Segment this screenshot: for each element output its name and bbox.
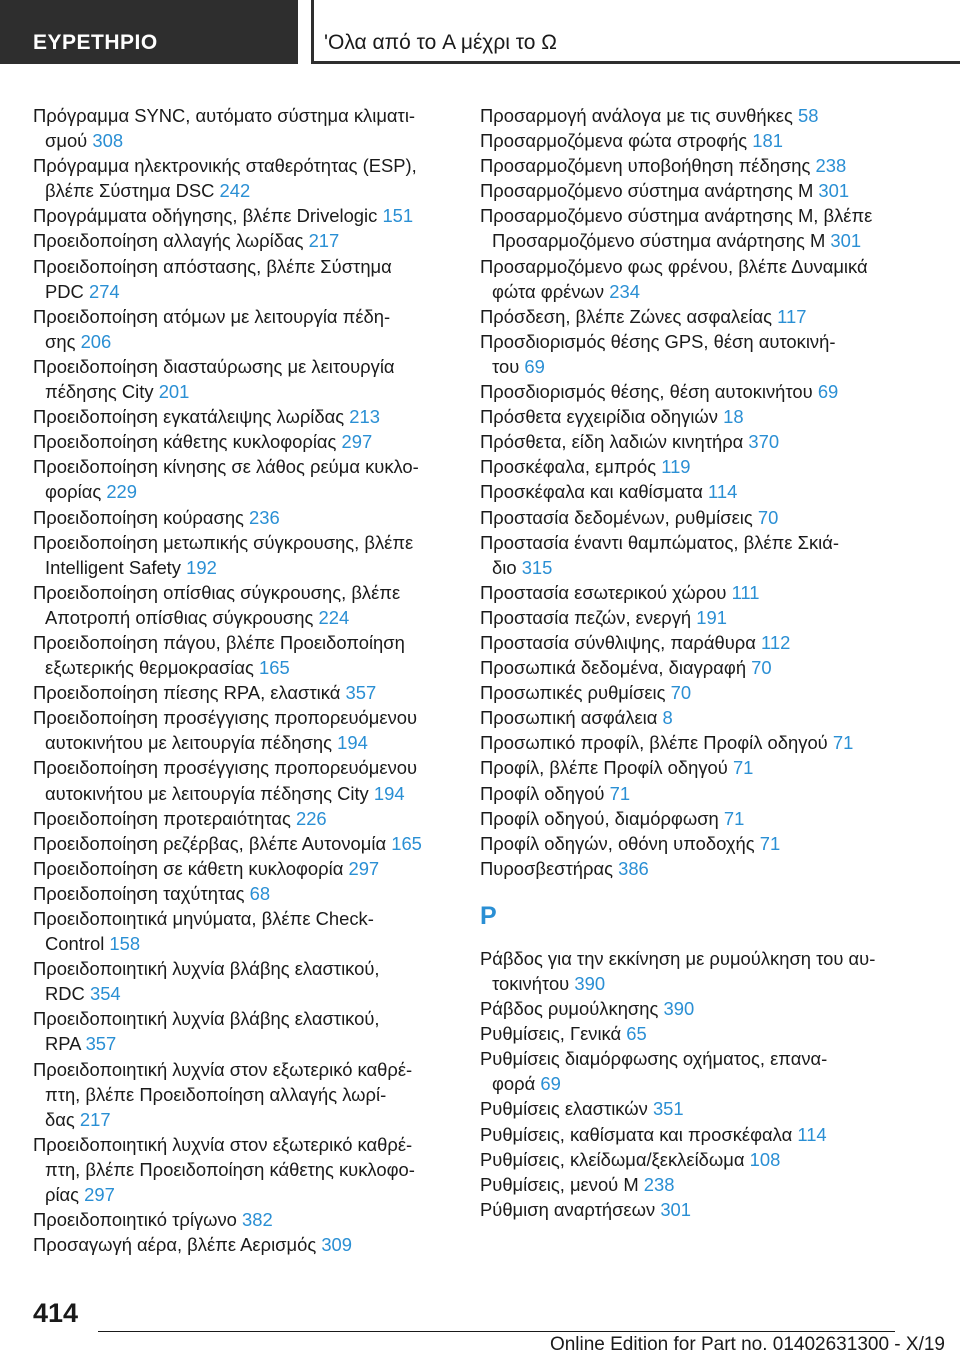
- page-reference-link[interactable]: 354: [89, 983, 121, 1005]
- index-entry-text: Προσαρμοζόμενη υποβοήθηση πέδησης: [480, 155, 811, 177]
- page-reference-link[interactable]: 309: [321, 1234, 352, 1256]
- index-entry: [480, 1147, 910, 1172]
- index-entry: [33, 806, 453, 831]
- page-reference-link[interactable]: 390: [663, 998, 695, 1020]
- index-entry: [480, 1021, 910, 1046]
- index-entry: [480, 705, 910, 730]
- page-reference-link[interactable]: 191: [696, 606, 727, 628]
- index-entry-text: Προσκέφαλα, εμπρός: [480, 456, 657, 478]
- page-reference-link[interactable]: 351: [652, 1098, 684, 1120]
- index-entry: [480, 856, 910, 881]
- index-entry-text: Προσαρμογή ανάλογα με τις συνθήκες: [480, 105, 793, 126]
- index-entry: [480, 580, 910, 605]
- page-reference-link[interactable]: 108: [749, 1148, 781, 1170]
- page-reference-link[interactable]: 201: [158, 381, 190, 403]
- index-entry-text: Προσαρμοζόμενο σύστημα ανάρτησης M, βλέπε Προσαρμοζόμενο σύστημα ανάρτησης M: [480, 205, 873, 252]
- index-entry-text: Πρόγραμμα SYNC, αυτόματο σύστημα κλιματι- σμού: [33, 105, 416, 152]
- index-entry-text: Προστασία πεζών, ενεργή: [480, 606, 692, 628]
- index-entry: [480, 530, 910, 580]
- page-reference-link[interactable]: 165: [259, 657, 290, 679]
- page-reference-link[interactable]: 70: [670, 682, 692, 704]
- index-entry-text: Προφίλ οδηγών, οθόνη υποδοχής: [480, 832, 755, 854]
- index-entry-text: Ρυθμίσεις, Γενικά: [480, 1023, 622, 1045]
- index-entry: [480, 996, 910, 1021]
- index-entry-text: Προειδοποίηση κάθετης κυκλοφορίας: [33, 431, 337, 453]
- index-entry-text: Προειδοποίηση απόστασης, βλέπε Σύστημα PDC: [33, 255, 392, 302]
- page-reference-link[interactable]: 71: [832, 732, 854, 754]
- index-entry-text: Ρυθμίσεις, κλείδωμα/ξεκλείδωμα: [480, 1148, 745, 1170]
- index-column-left: [33, 103, 453, 1257]
- index-entry-text: Προειδοποίηση προσέγγισης προπορευόμενου αυτοκινήτου με λειτουργία πέδησης City: [33, 757, 418, 804]
- index-entry-text: Προειδοποίηση κίνησης σε λάθος ρεύμα κυκλο- φορίας: [33, 456, 419, 503]
- page-reference-link[interactable]: 238: [815, 155, 847, 177]
- index-entry-text: Προσωπικό προφίλ, βλέπε Προφίλ οδηγού: [480, 732, 828, 754]
- page-reference-link[interactable]: 69: [540, 1073, 561, 1095]
- index-entry-text: Προειδοποίηση κούρασης: [33, 506, 244, 528]
- index-entry-text: Προειδοποίηση διασταύρωσης με λειτουργία πέδησης City: [33, 355, 395, 403]
- index-entry-text: Προειδοποιητικά μηνύματα, βλέπε Check- Control: [33, 908, 374, 955]
- page-reference-link[interactable]: 390: [574, 973, 606, 994]
- index-entry: [480, 404, 910, 429]
- index-entry: [33, 705, 453, 755]
- footer-divider: [98, 1331, 895, 1332]
- page-reference-link[interactable]: 114: [797, 1123, 827, 1145]
- page-reference-link[interactable]: 213: [349, 406, 380, 428]
- page-reference-link[interactable]: 68: [249, 882, 271, 904]
- index-entry: [480, 254, 910, 304]
- index-entry-text: Προειδοποίηση ταχύτητας: [33, 882, 245, 904]
- index-column-right: [480, 103, 910, 1222]
- index-entry: [480, 680, 910, 705]
- index-entry: [480, 831, 910, 856]
- page-reference-link[interactable]: 370: [748, 431, 780, 453]
- index-entry-text: Προειδοποιητικό τρίγωνο: [33, 1209, 237, 1231]
- index-entry: [33, 304, 453, 354]
- index-entry-text: Προσωπική ασφάλεια: [480, 707, 658, 729]
- page-reference-link[interactable]: 70: [751, 657, 772, 679]
- index-entry-text: Προσδιορισμός θέσης GPS, θέση αυτοκινή- του: [480, 330, 836, 377]
- page-reference-link[interactable]: 69: [524, 355, 545, 377]
- page-reference-link[interactable]: 238: [643, 1173, 675, 1195]
- index-entry: [480, 1046, 910, 1096]
- page-reference-link[interactable]: 114: [708, 481, 738, 503]
- index-entry: [480, 429, 910, 454]
- page-reference-link[interactable]: 65: [626, 1023, 647, 1045]
- index-entry: [33, 203, 453, 228]
- index-entry: [480, 304, 910, 329]
- page-reference-link[interactable]: 71: [732, 757, 754, 779]
- page-reference-link[interactable]: 70: [757, 506, 779, 528]
- page-reference-link[interactable]: 297: [348, 857, 380, 879]
- page-reference-link[interactable]: 8: [662, 707, 673, 729]
- page-reference-link[interactable]: 297: [341, 431, 373, 453]
- index-entry: [480, 329, 910, 379]
- index-entry-text: Προειδοποίηση προτεραιότητας: [33, 807, 291, 829]
- page-reference-link[interactable]: 165: [391, 832, 422, 854]
- index-entry-text: Ρυθμίσεις, μενού M: [480, 1173, 639, 1195]
- index-entry: [33, 1132, 453, 1207]
- index-entry: [480, 1172, 910, 1197]
- index-entry: [33, 1057, 453, 1132]
- index-entry-text: Προειδοποίηση προσέγγισης προπορευόμενου αυτοκινήτου με λειτουργία πέδησης: [33, 707, 418, 754]
- page-reference-link[interactable]: 357: [85, 1033, 117, 1055]
- index-entry: [33, 630, 453, 680]
- index-entry: [33, 956, 453, 1006]
- page-reference-link[interactable]: 58: [797, 105, 819, 126]
- index-entry: [480, 755, 910, 780]
- index-entry-text: Προειδοποίηση εγκατάλειψης λωρίδας: [33, 406, 345, 428]
- page-reference-link[interactable]: 111: [731, 581, 760, 603]
- index-entry-text: Προστασία δεδομένων, ρυθμίσεις: [480, 506, 753, 528]
- index-entry: [480, 1122, 910, 1147]
- index-entry-text: Προσωπικές ρυθμίσεις: [480, 682, 666, 704]
- index-entry: [33, 429, 453, 454]
- page-reference-link[interactable]: 69: [817, 381, 839, 403]
- index-entry-text: Προφίλ οδηγού, διαμόρφωση: [480, 807, 719, 829]
- index-entry: [33, 354, 453, 404]
- index-entry: [480, 630, 910, 655]
- page-reference-link[interactable]: 382: [242, 1209, 273, 1231]
- index-entry: [480, 605, 910, 630]
- index-entry: [480, 806, 910, 831]
- page-reference-link[interactable]: 224: [318, 606, 350, 628]
- index-entry-text: Πρόσδεση, βλέπε Ζώνες ασφαλείας: [480, 305, 772, 327]
- index-entry: [33, 454, 453, 504]
- index-entry-text: Προειδοποίηση ατόμων με λειτουργία πέδη- σης: [33, 305, 391, 352]
- index-entry: [480, 103, 910, 128]
- index-entry-text: Προσωπικά δεδομένα, διαγραφή: [480, 657, 747, 679]
- index-entry: [33, 1006, 453, 1056]
- page-reference-link[interactable]: 301: [818, 180, 850, 202]
- index-entry: [480, 153, 910, 178]
- index-entry: [33, 228, 453, 253]
- index-entry-text: Προστασία σύνθλιψης, παράθυρα: [480, 631, 756, 653]
- index-entry-text: Ρυθμίσεις ελαστικών: [480, 1098, 648, 1120]
- index-entry-text: Προειδοποίηση ρεζέρβας, βλέπε Αυτονομία: [33, 832, 387, 854]
- index-entry-text: Προφίλ, βλέπε Προφίλ οδηγού: [480, 757, 728, 779]
- index-entry: [480, 1197, 910, 1222]
- page-reference-link[interactable]: 71: [759, 832, 781, 854]
- page-reference-link[interactable]: 234: [609, 280, 640, 302]
- page-reference-link[interactable]: 112: [760, 631, 791, 653]
- index-entry-text: Προστασία έναντι θαμπώματος, βλέπε Σκιά- διο: [480, 531, 839, 578]
- index-entry-text: Ρυθμίσεις, καθίσματα και προσκέφαλα: [480, 1123, 793, 1145]
- section-tab[interactable]: ΕΥΡΕΤΗΡΙΟ: [0, 0, 298, 64]
- index-entry-text: Προσδιορισμός θέσης, θέση αυτοκινήτου: [480, 381, 813, 403]
- index-entry: [480, 379, 910, 404]
- index-entry: [480, 128, 910, 153]
- index-entry-text: Ράβδος για την εκκίνηση με ρυμούλκηση του αυ- τοκινήτου: [480, 947, 876, 994]
- page-reference-link[interactable]: 308: [92, 130, 124, 152]
- page-number: 414: [33, 1298, 79, 1328]
- page-reference-link[interactable]: 242: [219, 180, 251, 202]
- page-reference-link[interactable]: 71: [723, 807, 745, 829]
- page-reference-link[interactable]: 194: [337, 732, 368, 754]
- index-entry-text: Προειδοποίηση πίεσης RPA, ελαστικά: [33, 682, 341, 704]
- index-entry: [33, 881, 453, 906]
- index-entry-text: Προστασία εσωτερικού χώρου: [480, 581, 727, 603]
- page-reference-link[interactable]: 297: [84, 1184, 115, 1206]
- index-entry: [33, 404, 453, 429]
- page-reference-link[interactable]: 386: [618, 857, 649, 879]
- page-reference-link[interactable]: 226: [295, 807, 327, 829]
- index-entry-text: Πυροσβεστήρας: [480, 857, 613, 879]
- page-reference-link[interactable]: 301: [830, 230, 862, 252]
- page-reference-link[interactable]: 181: [752, 130, 783, 152]
- index-entry-text: Προειδοποιητική λυχνία στον εξωτερικό καθρέ- πτη, βλέπε Προειδοποίηση αλλαγής λωρί- δας: [33, 1058, 413, 1130]
- index-entry: [480, 781, 910, 806]
- page-reference-link[interactable]: 274: [88, 280, 120, 302]
- index-entry: [480, 1096, 910, 1121]
- index-entry-text: Προειδοποίηση μετωπικής σύγκρουσης, βλέπε Intelligent Safety: [33, 531, 414, 578]
- index-entry-text: Προειδοποίηση οπίσθιας σύγκρουσης, βλέπε Αποτροπή οπίσθιας σύγκρουσης: [33, 581, 401, 628]
- index-entry-text: Πρόσθετα εγχειρίδια οδηγιών: [480, 406, 718, 428]
- index-entry-text: Προειδοποιητική λυχνία βλάβης ελαστικού, RDC: [33, 958, 380, 1005]
- page-reference-link[interactable]: 151: [382, 205, 414, 227]
- page-reference-link[interactable]: 71: [609, 782, 631, 804]
- section-subtitle: 'Ολα από το A μέχρι το Ω: [311, 0, 960, 64]
- index-entry: [33, 580, 453, 630]
- edition-footer: Online Edition for Part no. 01402631300 - X/19: [549, 1334, 945, 1355]
- index-entry: [480, 730, 910, 755]
- page-reference-link[interactable]: 194: [373, 782, 405, 804]
- page-reference-link[interactable]: 119: [661, 456, 691, 478]
- index-entry-text: Ρύθμιση αναρτήσεων: [480, 1198, 656, 1220]
- index-entry-text: Προσαρμοζόμενο σύστημα ανάρτησης M: [480, 180, 814, 202]
- page-reference-link[interactable]: 192: [186, 556, 217, 578]
- index-entry: [480, 203, 910, 253]
- index-entry: [33, 680, 453, 705]
- index-entry: [33, 856, 453, 881]
- page-reference-link[interactable]: 301: [660, 1198, 691, 1220]
- page-reference-link[interactable]: 206: [80, 330, 112, 352]
- index-entry: [480, 505, 910, 530]
- index-entry: [33, 530, 453, 580]
- index-entry-text: Προσκέφαλα και καθίσματα: [480, 481, 703, 503]
- index-entry: [33, 1232, 453, 1257]
- index-entry: [480, 655, 910, 680]
- index-entry: [480, 946, 910, 996]
- index-entry-text: Προφίλ οδηγού: [480, 782, 605, 804]
- page-reference-link[interactable]: 315: [521, 556, 553, 578]
- index-entry-text: Πρόγραμμα ηλεκτρονικής σταθερότητας (ESP), βλέπε Σύστημα DSC: [33, 155, 417, 202]
- index-entry-text: Ρυθμίσεις διαμόρφωσης οχήματος, επανα- φορά: [480, 1048, 828, 1095]
- index-entry-text: Προειδοποιητική λυχνία στον εξωτερικό καθρέ- πτη, βλέπε Προειδοποίηση κάθετης κυκλοφο- ρίας: [33, 1133, 415, 1206]
- index-entry: [33, 906, 453, 956]
- index-entry-text: Προσαγωγή αέρα, βλέπε Αερισμός: [33, 1234, 317, 1256]
- index-entry-text: Προγράμματα οδήγησης, βλέπε Drivelogic: [33, 205, 378, 227]
- index-entry: [33, 1207, 453, 1232]
- index-entry-text: Πρόσθετα, είδη λαδιών κινητήρα: [480, 431, 744, 453]
- index-entry: [33, 831, 453, 856]
- index-entry: [480, 178, 910, 203]
- index-entry-text: Ράβδος ρυμούλκησης: [480, 998, 659, 1020]
- index-entry-text: Προειδοποιητική λυχνία βλάβης ελαστικού, RPA: [33, 1008, 380, 1055]
- page-reference-link[interactable]: 217: [308, 230, 340, 252]
- page-reference-link[interactable]: 217: [79, 1108, 111, 1130]
- page-reference-link[interactable]: 357: [345, 682, 377, 704]
- index-entry-text: Προσαρμοζόμενο φως φρένου, βλέπε Δυναμικά φώτα φρένων: [480, 255, 868, 302]
- index-entry: [33, 505, 453, 530]
- page-reference-link[interactable]: 158: [109, 933, 141, 955]
- index-entry: [33, 755, 453, 805]
- index-entry: [33, 103, 453, 153]
- page-reference-link[interactable]: 236: [249, 506, 280, 528]
- page-reference-link[interactable]: 229: [106, 481, 138, 503]
- page-reference-link[interactable]: 18: [723, 406, 744, 428]
- index-entry: [480, 479, 910, 504]
- index-entry-text: Προειδοποίηση αλλαγής λωρίδας: [33, 230, 304, 252]
- index-entry: [480, 454, 910, 479]
- index-entry: [33, 254, 453, 304]
- page-header: [0, 0, 960, 64]
- index-entry-text: Προειδοποίηση πάγου, βλέπε Προειδοποίηση εξωτερικής θερμοκρασίας: [33, 631, 405, 679]
- index-entry-text: Προσαρμοζόμενα φώτα στροφής: [480, 130, 748, 152]
- section-letter: Ρ: [480, 901, 497, 930]
- index-entry-text: Προειδοποίηση σε κάθετη κυκλοφορία: [33, 857, 344, 879]
- index-entry: [33, 153, 453, 203]
- page-reference-link[interactable]: 117: [777, 305, 807, 327]
